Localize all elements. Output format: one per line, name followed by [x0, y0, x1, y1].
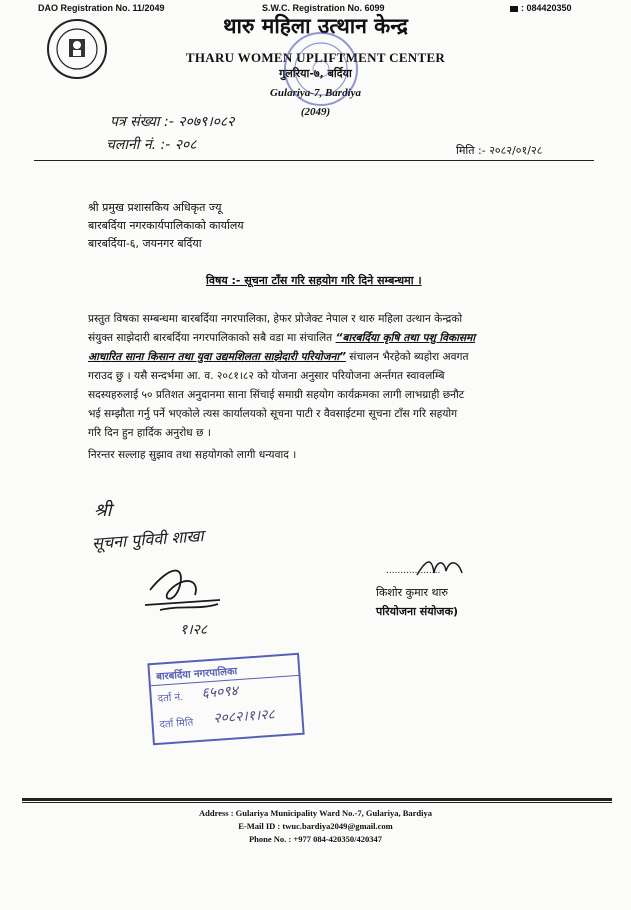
organization-name-nepali: थारु महिला उत्थान केन्द्र — [223, 14, 408, 38]
phone-icon — [510, 6, 518, 12]
organization-address-english: Gulariya-7, Bardiya — [269, 87, 362, 99]
recipient-line-3: बारबर्दिया-६, जयनगर बर्दिया — [88, 237, 202, 250]
round-office-stamp — [282, 30, 360, 108]
letter-date: मिति :- २०८२/०१/२८ — [456, 144, 543, 157]
organization-name-english: THARU WOMEN UPLIFTMENT CENTER — [185, 50, 446, 65]
establishment-year: (2049) — [300, 106, 331, 118]
stamp-darta-miti-value: २०८२।१।२८ — [212, 706, 276, 727]
letter-reference-number: पत्र संख्या :- २०७९।०८२ — [110, 114, 235, 130]
dao-registration: DAO Registration No. 11/2049 — [38, 3, 165, 13]
footer-thin-divider — [22, 802, 612, 803]
signatory-name: किशोर कुमार थारु — [376, 586, 448, 599]
signatory-title: परियोजना संयोजक) — [376, 605, 459, 618]
body-line-2-text: संयुक्त साझेदारी बारबर्दिया नगरपालिकाको सबै वडा मा संचालित — [88, 332, 336, 344]
footer-phone: Phone No. : +977 084-420350/420347 — [248, 834, 383, 844]
body-line-7: गरि दिन हुन हार्दिक अनुरोध छ । — [88, 427, 211, 439]
stamp-darta-value: ६५०९४ — [201, 683, 239, 702]
organization-address-nepali: गुलरिया-७, बर्दिया — [279, 67, 352, 80]
project-name-part-2: आधारित साना किसान तथा युवा उद्यमशिलता साझेदारी परियोजना” — [88, 351, 346, 363]
body-line-8: निरन्तर सल्लाह सुझाव तथा सहयोगको लागी धन्यवाद । — [88, 449, 297, 461]
registration-stamp — [150, 658, 300, 738]
footer-email: E-Mail ID : twuc.bardiya2049@gmail.com — [238, 821, 393, 831]
dispatch-number: चलानी नं. :- २०८ — [106, 137, 197, 153]
handwritten-note-1: श्री — [94, 500, 112, 521]
registration-stamp-border — [147, 653, 304, 745]
footer-thick-divider — [22, 798, 612, 801]
swc-registration: S.W.C. Registration No. 6099 — [262, 3, 385, 13]
project-name-part-1: “बारबर्दिया कृषि तथा पशु विकासमा — [335, 332, 476, 344]
body-line-3-text: संचालन भैरहेको ब्यहोरा अवगत — [345, 351, 469, 363]
body-line-5: सदस्यहरुलाई ५० प्रतिशत अनुदानमा साना सिंचाई समाग्री सहयोग कार्यक्रमका लागी लाभग्राही छनौट — [88, 389, 465, 401]
letter-subject: विषय :- सूचना टाँस गरि सहयोग गरि दिने सम्बन्धमा । — [206, 274, 422, 287]
signature-line: ................... — [386, 566, 441, 576]
header-divider — [34, 160, 594, 161]
body-line-3 — [88, 350, 469, 364]
body-line-2 — [88, 331, 475, 345]
handwritten-signature-1 — [140, 560, 230, 620]
recipient-line-1: श्री प्रमुख प्रशासकिय अधिकृत ज्यू — [88, 201, 222, 214]
footer-address: Address : Gulariya Municipality Ward No.-7, Gulariya, Bardiya — [199, 808, 432, 818]
stamp-darta-miti-label: दर्ता मिति — [159, 717, 194, 731]
recipient-line-2: बारबर्दिया नगरकार्यपालिकाको कार्यालय — [88, 219, 244, 232]
handwritten-note-2: सूचना पुविवी शाखा — [91, 526, 205, 553]
stamp-office-name: बारबर्दिया नगरपालिका — [155, 666, 238, 683]
stamp-darta-label: दर्ता नं. — [157, 691, 184, 705]
body-line-4: गराउद छु । यसै सन्दर्भमा आ. व. २०८१।८२ को योजना अनुसार परियोजना अर्न्तगत स्वावलम्बि — [88, 370, 445, 382]
body-line-1: प्रस्तुत विषका सम्बन्धमा बारबर्दिया नगरपालिका, हेफर प्रोजेक्ट नेपाल र थारु महिला उत्थान केन्द्रको — [88, 313, 463, 325]
body-line-6: भई सम्झौता गर्नु पर्ने भएकोले त्यस कार्यालयको सूचना पाटी र वैवसाईटमा सूचना टाँस गरि सहयोग — [88, 408, 458, 420]
phone-text: : 084420350 — [521, 3, 572, 13]
handwritten-note-3: १।२८ — [180, 622, 208, 638]
